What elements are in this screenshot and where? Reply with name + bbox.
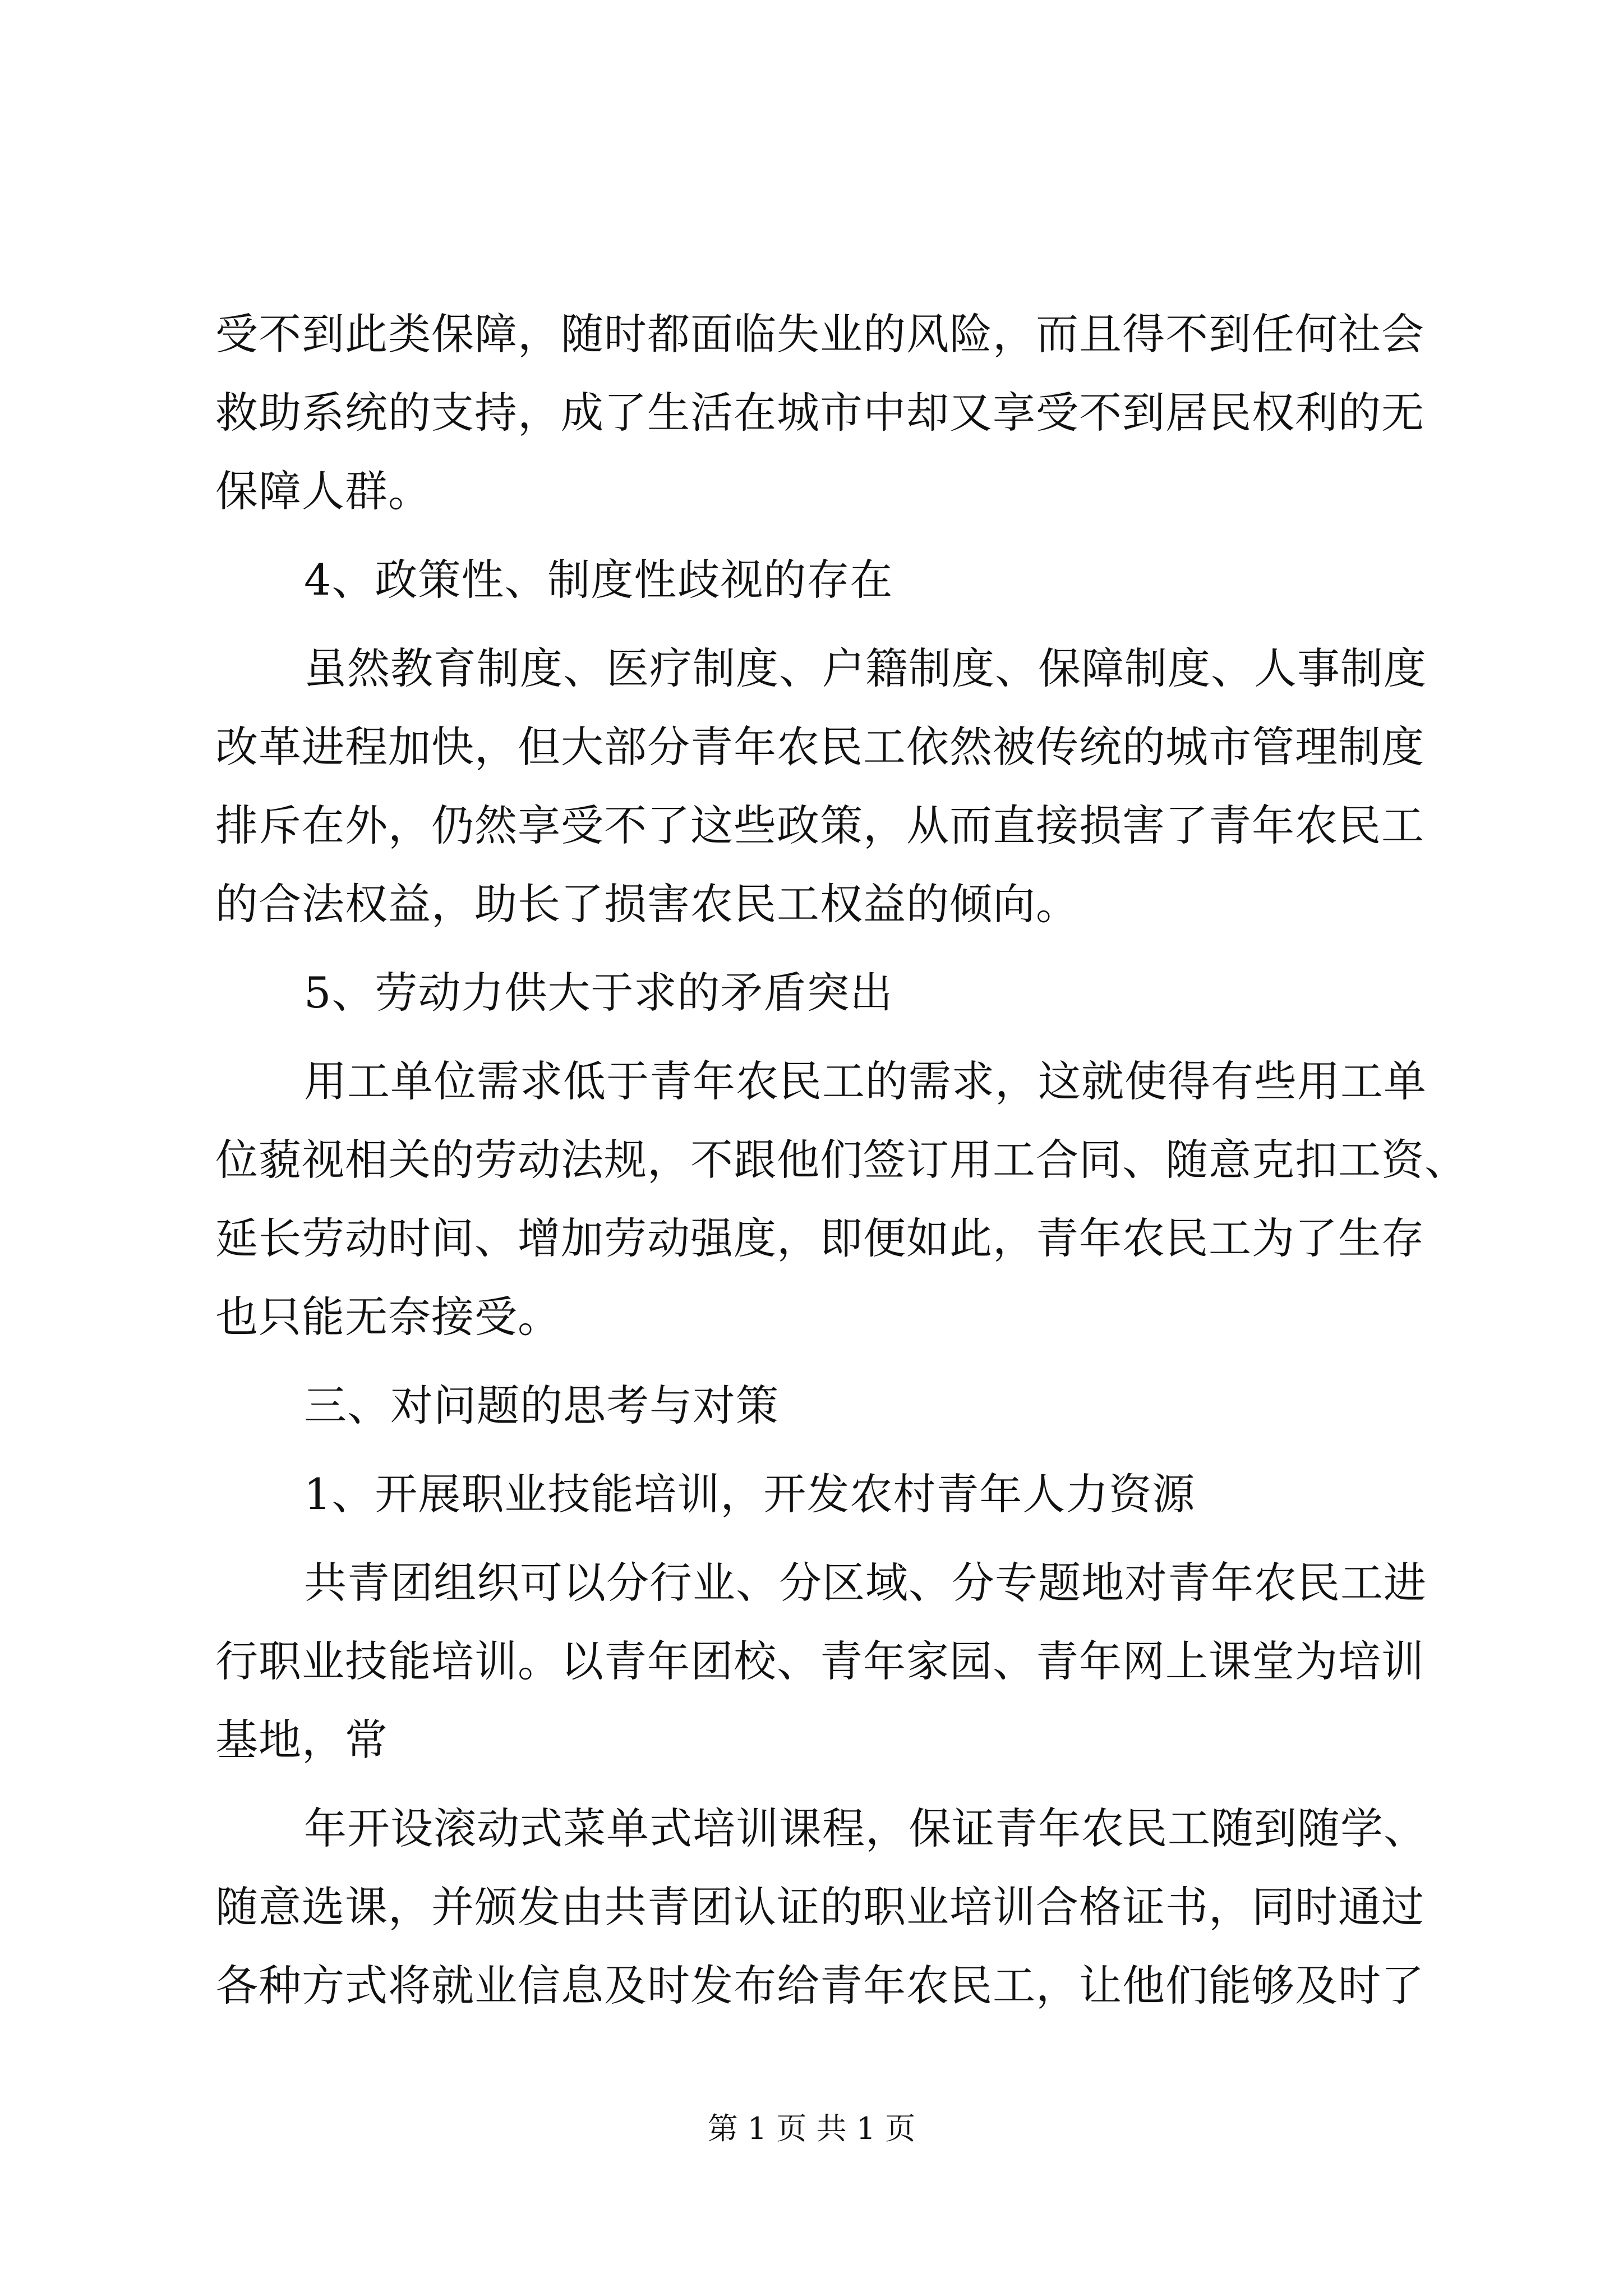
section-heading: 1、开展职业技能培训，开发农村青年人力资源 (304, 1469, 1196, 1519)
body-text-line: 也只能无奈接受。 (215, 1292, 561, 1342)
body-text-line: 随意选课，并颁发由共青团认证的职业培训合格证书，同时通过 (215, 1882, 1424, 1932)
body-text-line: 各种方式将就业信息及时发布给青年农民工，让他们能够及时了 (215, 1961, 1424, 2010)
body-text-line: 行职业技能培训。以青年团校、青年家园、青年网上课堂为培训 (215, 1636, 1424, 1686)
page-number-footer: 第 1 页 共 1 页 (707, 2111, 916, 2146)
body-text-line: 共青团组织可以分行业、分区域、分专题地对青年农民工进 (304, 1558, 1427, 1608)
body-text-line: 用工单位需求低于青年农民工的需求，这就使得有些用工单 (304, 1056, 1427, 1106)
body-text-line: 虽然教育制度、医疗制度、户籍制度、保障制度、人事制度 (304, 643, 1427, 693)
section-heading: 5、劳动力供大于求的矛盾突出 (304, 968, 893, 1018)
body-text-line: 位藐视相关的劳动法规，不跟他们签订用工合同、随意克扣工资、 (215, 1135, 1468, 1185)
section-heading: 4、政策性、制度性歧视的存在 (304, 555, 893, 605)
body-text-line: 延长劳动时间、增加劳动强度，即便如此，青年农民工为了生存 (215, 1213, 1424, 1263)
section-heading: 三、对问题的思考与对策 (304, 1381, 779, 1430)
body-text-line: 年开设滚动式菜单式培训课程，保证青年农民工随到随学、 (304, 1803, 1427, 1853)
body-text-line: 保障人群。 (215, 466, 431, 516)
body-text-line: 排斥在外，仍然享受不了这些政策，从而直接损害了青年农民工 (215, 800, 1424, 850)
body-text-line: 救助系统的支持，成了生活在城市中却又享受不到居民权利的无 (215, 388, 1424, 438)
body-text-line: 受不到此类保障，随时都面临失业的风险，而且得不到任何社会 (215, 309, 1424, 359)
body-text-line: 基地，常 (215, 1715, 388, 1765)
body-text-line: 改革进程加快，但大部分青年农民工依然被传统的城市管理制度 (215, 722, 1424, 772)
body-text-line: 的合法权益，助长了损害农民工权益的倾向。 (215, 879, 1079, 929)
